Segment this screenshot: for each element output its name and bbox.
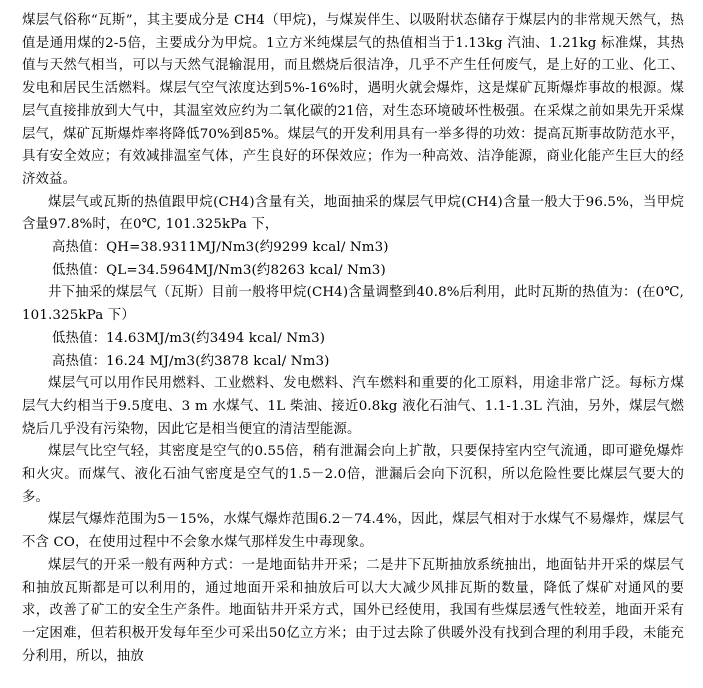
high-heat-value-underground: 高热值：16.24 MJ/m3(约3878 kcal/ Nm3) [52,353,330,369]
paragraph-extraction: 煤层气的开采一般有两种方式：一是地面钻井开采；二是井下瓦斯抽放系统抽出，地面钻井开采的煤层气和抽放瓦斯都是可以利用的，通过地面开采和抽放后可以大大减少风排瓦斯的数量，降低了煤矿对通风的要求，改善了矿工的安全生产条件。地面钻井开采方式，国外已经使用，我国有些煤层透气性较差，地面开采有一定困难，但若积极开发每年至少可采出50亿立方米；由于过去除了供暖外没有找到合理的利用手段，未能充分利用，所以，抽放 [22,557,684,664]
high-heat-value-surface: 高热值：QH=38.9311MJ/Nm3(约9299 kcal/ Nm3) [52,240,389,256]
low-heat-value-surface: 低热值：QL=34.5964MJ/Nm3(约8263 kcal/ Nm3) [52,262,386,278]
paragraph-uses: 煤层气可以用作民用燃料、工业燃料、发电燃料、汽车燃料和重要的化工原料，用途非常广泛。每标方煤层气大约相当于9.5度电、3 m 水煤气、1L 柴油、接近0.8kg 液化石油气、1.1-1.3L 汽油，另外，煤层气燃烧后几乎没有污染物，因此它是相当便宜的清洁型能源。 [22,376,684,437]
paragraph-underground-gas: 井下抽采的煤层气（瓦斯）目前一般将甲烷(CH4)含量调整到40.8%后利用，此时瓦斯的热值为：(在0℃, 101.325kPa 下） [22,285,684,324]
paragraph-explosion-range: 煤层气爆炸范围为5－15%，水煤气爆炸范围6.2－74.4%，因此，煤层气相对于水煤气不易爆炸，煤层气不含 CO，在使用过程中不会象水煤气那样发生中毒现象。 [22,512,684,551]
low-heat-value-underground: 低热值：14.63MJ/m3(约3494 kcal/ Nm3) [52,330,326,346]
paragraph-intro: 煤层气俗称“瓦斯”，其主要成分是 CH4（甲烷)，与煤炭伴生、以吸附状态储存于煤层内的非常规天然气，热值是通用煤的2-5倍，主要成分为甲烷。1立方米纯煤层气的热值相当于1.13kg 汽油、1.21kg 标准煤，其热值与天然气相当，可以与天然气混输混用，而且燃烧后很洁净，几乎不产生任何废气，是上好的工业、化工、发电和居民生活燃料。煤层气空气浓度达到5%-16%时，遇明火就会爆炸，这是煤矿瓦斯爆炸事故的根源。煤层气直接排放到大气中，其温室效应约为二氧化碳的21倍，对生态环境破坏性极强。在采煤之前如果先开采煤层气，煤矿瓦斯爆炸率将降低70%到85%。煤层气的开发利用具有一举多得的功效：提高瓦斯事故防范水平，具有安全效应；有效减排温室气体，产生良好的环保效应；作为一种高效、洁净能源，商业化能产生巨大的经济效益。 [22,13,684,187]
paragraph-heat-value: 煤层气或瓦斯的热值跟甲烷(CH4)含量有关，地面抽采的煤层气甲烷(CH4)含量一般大于96.5%，当甲烷含量97.8%时，在0℃, 101.325kPa 下， [22,194,684,233]
document-body [22,10,684,668]
paragraph-density: 煤层气比空气轻，其密度是空气的0.55倍，稍有泄漏会向上扩散，只要保持室内空气流通，即可避免爆炸和火灾。而煤气、液化石油气密度是空气的1.5－2.0倍，泄漏后会向下沉积，所以危险性要比煤层气要大的多。 [22,444,684,505]
